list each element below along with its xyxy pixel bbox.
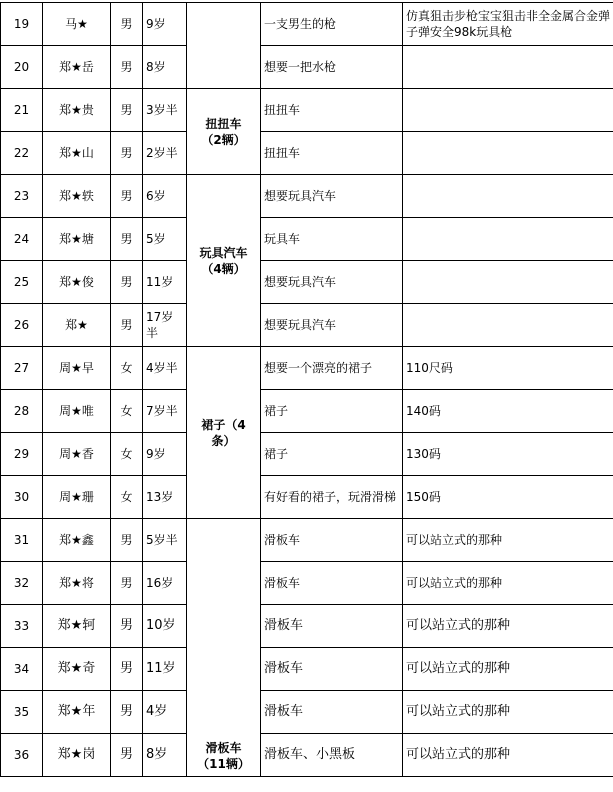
wish-text: 滑板车 xyxy=(261,562,403,605)
child-gender: 男 xyxy=(111,605,143,648)
category-cell-scooter xyxy=(187,519,261,777)
wish-text: 想要玩具汽车 xyxy=(261,304,403,347)
table-row xyxy=(1,605,613,648)
category-cell-toy-car xyxy=(187,175,261,347)
child-name: 郑★奇 xyxy=(43,648,111,691)
wish-note: 可以站立式的那种 xyxy=(403,734,613,777)
child-name: 郑★贵 xyxy=(43,89,111,132)
row-number: 35 xyxy=(1,691,43,734)
wish-text: 滑板车 xyxy=(261,605,403,648)
child-name: 郑★山 xyxy=(43,132,111,175)
row-number: 25 xyxy=(1,261,43,304)
wish-text: 滑板车 xyxy=(261,519,403,562)
child-name: 郑★轶 xyxy=(43,175,111,218)
child-gender: 男 xyxy=(111,519,143,562)
row-number: 27 xyxy=(1,347,43,390)
wish-note xyxy=(403,218,613,261)
child-name: 郑★轲 xyxy=(43,605,111,648)
child-age: 8岁 xyxy=(143,734,187,777)
category-cell-skirt xyxy=(187,347,261,519)
row-number: 26 xyxy=(1,304,43,347)
wish-note: 140码 xyxy=(403,390,613,433)
wish-text: 裙子 xyxy=(261,390,403,433)
table-row xyxy=(1,476,613,519)
child-age: 7岁半 xyxy=(143,390,187,433)
table-row xyxy=(1,347,613,390)
row-number: 21 xyxy=(1,89,43,132)
child-gender: 男 xyxy=(111,648,143,691)
row-number: 29 xyxy=(1,433,43,476)
wish-text: 想要玩具汽车 xyxy=(261,175,403,218)
child-name: 郑★岗 xyxy=(43,734,111,777)
wish-note xyxy=(403,46,613,89)
table-row xyxy=(1,519,613,562)
child-age: 16岁 xyxy=(143,562,187,605)
child-gender: 男 xyxy=(111,175,143,218)
child-gender: 女 xyxy=(111,347,143,390)
row-number: 33 xyxy=(1,605,43,648)
row-number: 20 xyxy=(1,46,43,89)
row-number: 30 xyxy=(1,476,43,519)
table-row xyxy=(1,132,613,175)
child-age: 11岁 xyxy=(143,261,187,304)
row-number: 32 xyxy=(1,562,43,605)
row-number: 23 xyxy=(1,175,43,218)
category-count: （4辆） xyxy=(201,261,246,276)
wish-text: 玩具车 xyxy=(261,218,403,261)
wish-text: 扭扭车 xyxy=(261,132,403,175)
row-number: 22 xyxy=(1,132,43,175)
child-gender: 女 xyxy=(111,433,143,476)
wish-text: 扭扭车 xyxy=(261,89,403,132)
child-gender: 男 xyxy=(111,46,143,89)
child-age: 17岁半 xyxy=(143,304,187,347)
child-gender: 男 xyxy=(111,132,143,175)
table-row xyxy=(1,433,613,476)
wish-text: 有好看的裙子，玩滑滑梯 xyxy=(261,476,403,519)
wish-note xyxy=(403,175,613,218)
table-row xyxy=(1,648,613,691)
child-name: 郑★鑫 xyxy=(43,519,111,562)
wish-note: 130码 xyxy=(403,433,613,476)
child-name: 郑★岳 xyxy=(43,46,111,89)
wish-note xyxy=(403,89,613,132)
category-cell-empty xyxy=(187,3,261,89)
row-number: 19 xyxy=(1,3,43,46)
table-row xyxy=(1,175,613,218)
wish-text: 裙子 xyxy=(261,433,403,476)
child-age: 5岁 xyxy=(143,218,187,261)
table-row xyxy=(1,3,613,46)
row-number: 28 xyxy=(1,390,43,433)
child-name: 周★唯 xyxy=(43,390,111,433)
table-row xyxy=(1,46,613,89)
wish-note xyxy=(403,132,613,175)
child-age: 9岁 xyxy=(143,433,187,476)
table-row xyxy=(1,562,613,605)
child-name: 郑★将 xyxy=(43,562,111,605)
child-age: 4岁半 xyxy=(143,347,187,390)
child-gender: 男 xyxy=(111,89,143,132)
child-age: 5岁半 xyxy=(143,519,187,562)
table-row xyxy=(1,304,613,347)
category-count: （2辆） xyxy=(201,132,246,147)
category-label: 滑板车 xyxy=(205,741,242,755)
wish-text: 一支男生的枪 xyxy=(261,3,403,46)
child-age: 9岁 xyxy=(143,3,187,46)
wish-note: 可以站立式的那种 xyxy=(403,648,613,691)
wish-note: 仿真狙击步枪宝宝狙击非全金属合金弹子弹安全98k玩具枪 xyxy=(403,3,613,46)
child-name: 周★珊 xyxy=(43,476,111,519)
wish-note: 可以站立式的那种 xyxy=(403,519,613,562)
category-count: 条） xyxy=(211,433,236,448)
wish-note: 150码 xyxy=(403,476,613,519)
child-gender: 男 xyxy=(111,562,143,605)
child-age: 8岁 xyxy=(143,46,187,89)
child-gender: 男 xyxy=(111,734,143,777)
wish-text: 滑板车、小黑板 xyxy=(261,734,403,777)
child-name: 周★早 xyxy=(43,347,111,390)
table-row xyxy=(1,390,613,433)
wish-note xyxy=(403,304,613,347)
child-age: 11岁 xyxy=(143,648,187,691)
child-gender: 男 xyxy=(111,691,143,734)
wish-text: 想要玩具汽车 xyxy=(261,261,403,304)
wish-note: 110尺码 xyxy=(403,347,613,390)
table-row xyxy=(1,89,613,132)
child-gender: 男 xyxy=(111,304,143,347)
wish-text: 滑板车 xyxy=(261,648,403,691)
row-number: 24 xyxy=(1,218,43,261)
child-age: 6岁 xyxy=(143,175,187,218)
wish-note xyxy=(403,261,613,304)
wish-note: 可以站立式的那种 xyxy=(403,562,613,605)
child-name: 郑★年 xyxy=(43,691,111,734)
wish-text: 滑板车 xyxy=(261,691,403,734)
child-name: 郑★俊 xyxy=(43,261,111,304)
child-age: 13岁 xyxy=(143,476,187,519)
category-label: 玩具汽车 xyxy=(199,245,248,260)
wish-note: 可以站立式的那种 xyxy=(403,605,613,648)
category-cell-twist-car xyxy=(187,89,261,175)
child-age: 2岁半 xyxy=(143,132,187,175)
table-row xyxy=(1,691,613,734)
row-number: 31 xyxy=(1,519,43,562)
wish-text: 想要一个漂亮的裙子 xyxy=(261,347,403,390)
category-label: 裙子（4 xyxy=(201,417,246,432)
child-gender: 男 xyxy=(111,218,143,261)
table-row xyxy=(1,218,613,261)
child-age: 4岁 xyxy=(143,691,187,734)
table-row xyxy=(1,734,613,777)
wish-note: 可以站立式的那种 xyxy=(403,691,613,734)
child-gender: 男 xyxy=(111,261,143,304)
row-number: 34 xyxy=(1,648,43,691)
child-age: 10岁 xyxy=(143,605,187,648)
child-name: 郑★塘 xyxy=(43,218,111,261)
category-count: （11辆） xyxy=(197,757,250,771)
child-gender: 女 xyxy=(111,390,143,433)
child-name: 郑★ xyxy=(43,304,111,347)
wish-text: 想要一把水枪 xyxy=(261,46,403,89)
category-label: 扭扭车 xyxy=(205,116,242,131)
child-name: 周★香 xyxy=(43,433,111,476)
table-row xyxy=(1,261,613,304)
child-name: 马★ xyxy=(43,3,111,46)
child-age: 3岁半 xyxy=(143,89,187,132)
child-gender: 男 xyxy=(111,3,143,46)
row-number: 36 xyxy=(1,734,43,777)
child-gender: 女 xyxy=(111,476,143,519)
wish-list-table xyxy=(0,2,613,777)
